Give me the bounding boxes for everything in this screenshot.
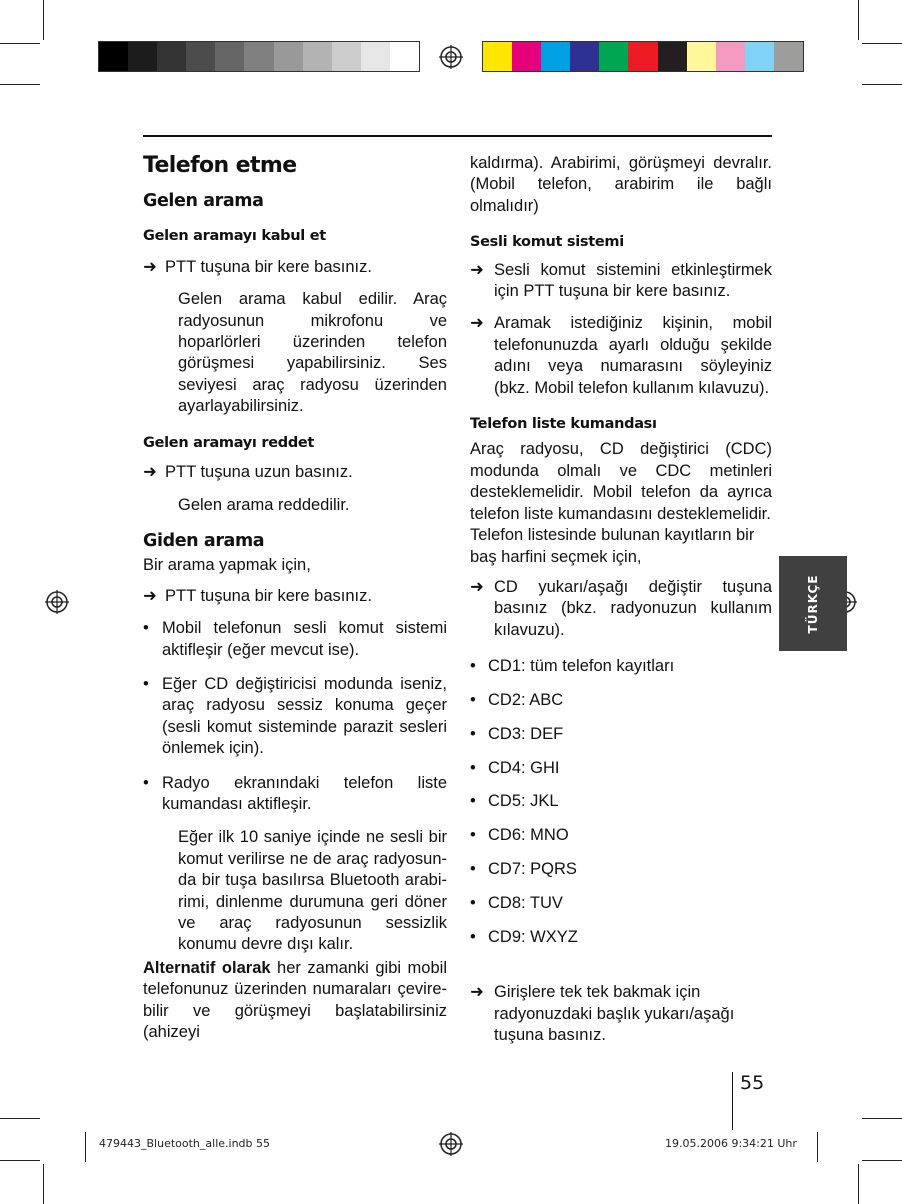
registration-mark-icon [439, 1132, 463, 1156]
section-heading-incoming: Gelen arama [143, 191, 264, 211]
subheading-reject: Gelen aramayı reddet [143, 434, 315, 451]
list-item: • CD3: DEF [470, 724, 772, 758]
list-item: • CD7: PQRS [470, 859, 772, 893]
gray-swatch [332, 42, 361, 71]
color-swatch [658, 42, 687, 71]
bullet-icon: • [470, 826, 476, 845]
list-item: • CD4: GHI [470, 758, 772, 792]
crop-mark [858, 1164, 859, 1204]
outgoing-intro: Bir arama yapmak için, [143, 556, 311, 575]
gray-swatch [186, 42, 215, 71]
color-swatch [599, 42, 628, 71]
gray-swatch [303, 42, 332, 71]
bullet-icon: • [470, 758, 476, 777]
cd-list [470, 656, 772, 960]
step-accept: ➜ PTT tuşuna bir kere basınız. [143, 257, 447, 278]
step-cd: ➜ CD yukarı/aşağı değiştir tuşuna basınız (bkz. radyonuzun kullanım kılavuzu). [470, 577, 772, 639]
crop-mark [43, 0, 44, 40]
language-tab [779, 556, 847, 651]
arrow-icon: ➜ [143, 586, 157, 605]
bullet-icon: • [470, 927, 476, 946]
crop-mark [43, 1164, 44, 1204]
language-tab-label: TÜRKÇE [806, 574, 820, 633]
crop-mark [862, 43, 902, 44]
crop-mark [862, 1160, 902, 1161]
step-final: ➜ Girişlere tek tek bakmak için radyonuzdaki başlık yukarı/aşağı tuşuna basınız. [470, 983, 735, 1045]
color-swatch [628, 42, 657, 71]
arrow-icon: ➜ [470, 577, 484, 596]
color-swatch [570, 42, 599, 71]
bullet-icon: • [143, 674, 149, 693]
print-footer-file: 479443_Bluetooth_alle.indb 55 [99, 1137, 270, 1150]
bullet-icon: • [143, 619, 149, 638]
color-swatch [774, 42, 803, 71]
phonelist-paragraph-2: Telefon listesinde bulunan kayıtların bir baş harfini seçmek için, [470, 526, 755, 566]
arrow-icon: ➜ [470, 260, 484, 279]
registration-mark-icon [439, 45, 463, 69]
page-number: 55 [740, 1072, 765, 1094]
color-calibration-bar [482, 41, 804, 72]
page-title: Telefon etme [143, 153, 297, 178]
gray-swatch [128, 42, 157, 71]
reject-result: Gelen arama reddedilir. [178, 496, 350, 515]
list-item: • CD6: MNO [470, 825, 772, 859]
list-item: • Mobil telefonun sesli komut sistemi aktifleşir (eğer mevcut ise). [143, 619, 447, 659]
step-voice-1: ➜ Sesli komut sistemini etkinleştirmek için PTT tuşuna bir kere basınız. [470, 260, 772, 301]
crop-mark [85, 1132, 86, 1162]
gray-swatch [157, 42, 186, 71]
bullet-icon: • [470, 859, 476, 878]
crop-mark [862, 1118, 902, 1119]
crop-mark [0, 1118, 40, 1119]
page-number-rule [732, 1072, 733, 1130]
arrow-icon: ➜ [143, 463, 157, 482]
color-swatch [687, 42, 716, 71]
gray-swatch [99, 42, 128, 71]
step-outgoing: ➜ PTT tuşuna bir kere basınız. [143, 586, 447, 607]
crop-mark [862, 84, 902, 85]
gray-swatch [244, 42, 273, 71]
right-column [470, 150, 772, 1047]
bullet-icon: • [143, 773, 149, 792]
gray-swatch [361, 42, 390, 71]
subheading-phonelist: Telefon liste kumandası [470, 416, 657, 433]
section-heading-outgoing: Giden arama [143, 530, 265, 551]
bullet-icon: • [470, 893, 476, 912]
grayscale-calibration-bar [98, 41, 420, 72]
list-item: • Eğer CD değiştiricisi modunda iseniz, araç radyosu sessiz konuma geçer (sesli komut sisteminde parazit sesleri önlemek için). [143, 674, 447, 758]
gray-swatch [390, 42, 419, 71]
bullet-icon: • [470, 657, 476, 676]
bullet-icon: • [470, 792, 476, 811]
registration-mark-icon [45, 590, 69, 614]
list-item: • CD2: ABC [470, 690, 772, 724]
crop-mark [0, 84, 40, 85]
bullet-icon: • [470, 724, 476, 743]
accept-result: Gelen arama kabul edilir. Araç radyosunun mikrofonu ve hoparlörleri üzerinden telefon görüşmesi yapabilirsiniz. Ses seviyesi araç radyosu üzerinden ayarlayabilirsiniz. [178, 290, 447, 416]
step-voice-2: ➜ Aramak istediğiniz kişinin, mobil telefonunuzda ayarlı olduğu şekilde adını veya numarasını söyleyiniz (bkz. Mobil telefon kullanım kılavuzu). [470, 314, 772, 397]
color-swatch [541, 42, 570, 71]
color-swatch [716, 42, 745, 71]
crop-mark [0, 1160, 40, 1161]
arrow-icon: ➜ [470, 314, 484, 333]
arrow-icon: ➜ [143, 257, 157, 276]
gray-swatch [274, 42, 303, 71]
print-footer-date: 19.05.2006 9:34:21 Uhr [665, 1137, 797, 1150]
subheading-accept: Gelen aramayı kabul et [143, 228, 326, 245]
alternative-paragraph: Alternatif olarak her zamanki gibi mobil telefonunuz üzerinden numaraları çevirebilir ve görüşmeyi başlatabilirsiniz (ahizeyi [143, 958, 447, 1041]
continued-paragraph: kaldırma). Arabirimi, görüşmeyi devralır. (Mobil telefon, arabirim ile bağlı olmalıdır) [470, 154, 772, 215]
list-item: • CD5: JKL [470, 791, 772, 825]
left-column [143, 150, 447, 1043]
header-rule [143, 135, 772, 137]
gray-swatch [215, 42, 244, 71]
subheading-voice: Sesli komut sistemi [470, 234, 624, 251]
bullet-icon: • [470, 690, 476, 709]
crop-mark [817, 1132, 818, 1162]
color-swatch [483, 42, 512, 71]
timeout-note: Eğer ilk 10 saniye içinde ne sesli bir komut verilirse ne de araç radyosunda bir tuşa basılırsa Bluetooth arabirimi, dinlenme durumuna geri döner ve araç radyosunun sessizlik konumu devre dışı kalır. [178, 828, 447, 954]
phonelist-paragraph: Araç radyosu, CD değiştirici (CDC) modunda olmalı ve CDC metinleri desteklemelidir. Mobil telefon da ayrıca telefon liste kumandasını desteklemelidir. [470, 440, 772, 523]
list-item: • CD1: tüm telefon kayıtları [470, 656, 772, 690]
list-item: • Radyo ekranındaki telefon liste kumandası aktifleşir. [143, 773, 447, 813]
arrow-icon: ➜ [470, 983, 484, 1002]
crop-mark [858, 0, 859, 40]
step-reject: ➜ PTT tuşuna uzun basınız. [143, 462, 447, 483]
list-item: • CD8: TUV [470, 893, 772, 927]
crop-mark [0, 43, 40, 44]
color-swatch [745, 42, 774, 71]
list-item: • CD9: WXYZ [470, 927, 772, 961]
color-swatch [512, 42, 541, 71]
